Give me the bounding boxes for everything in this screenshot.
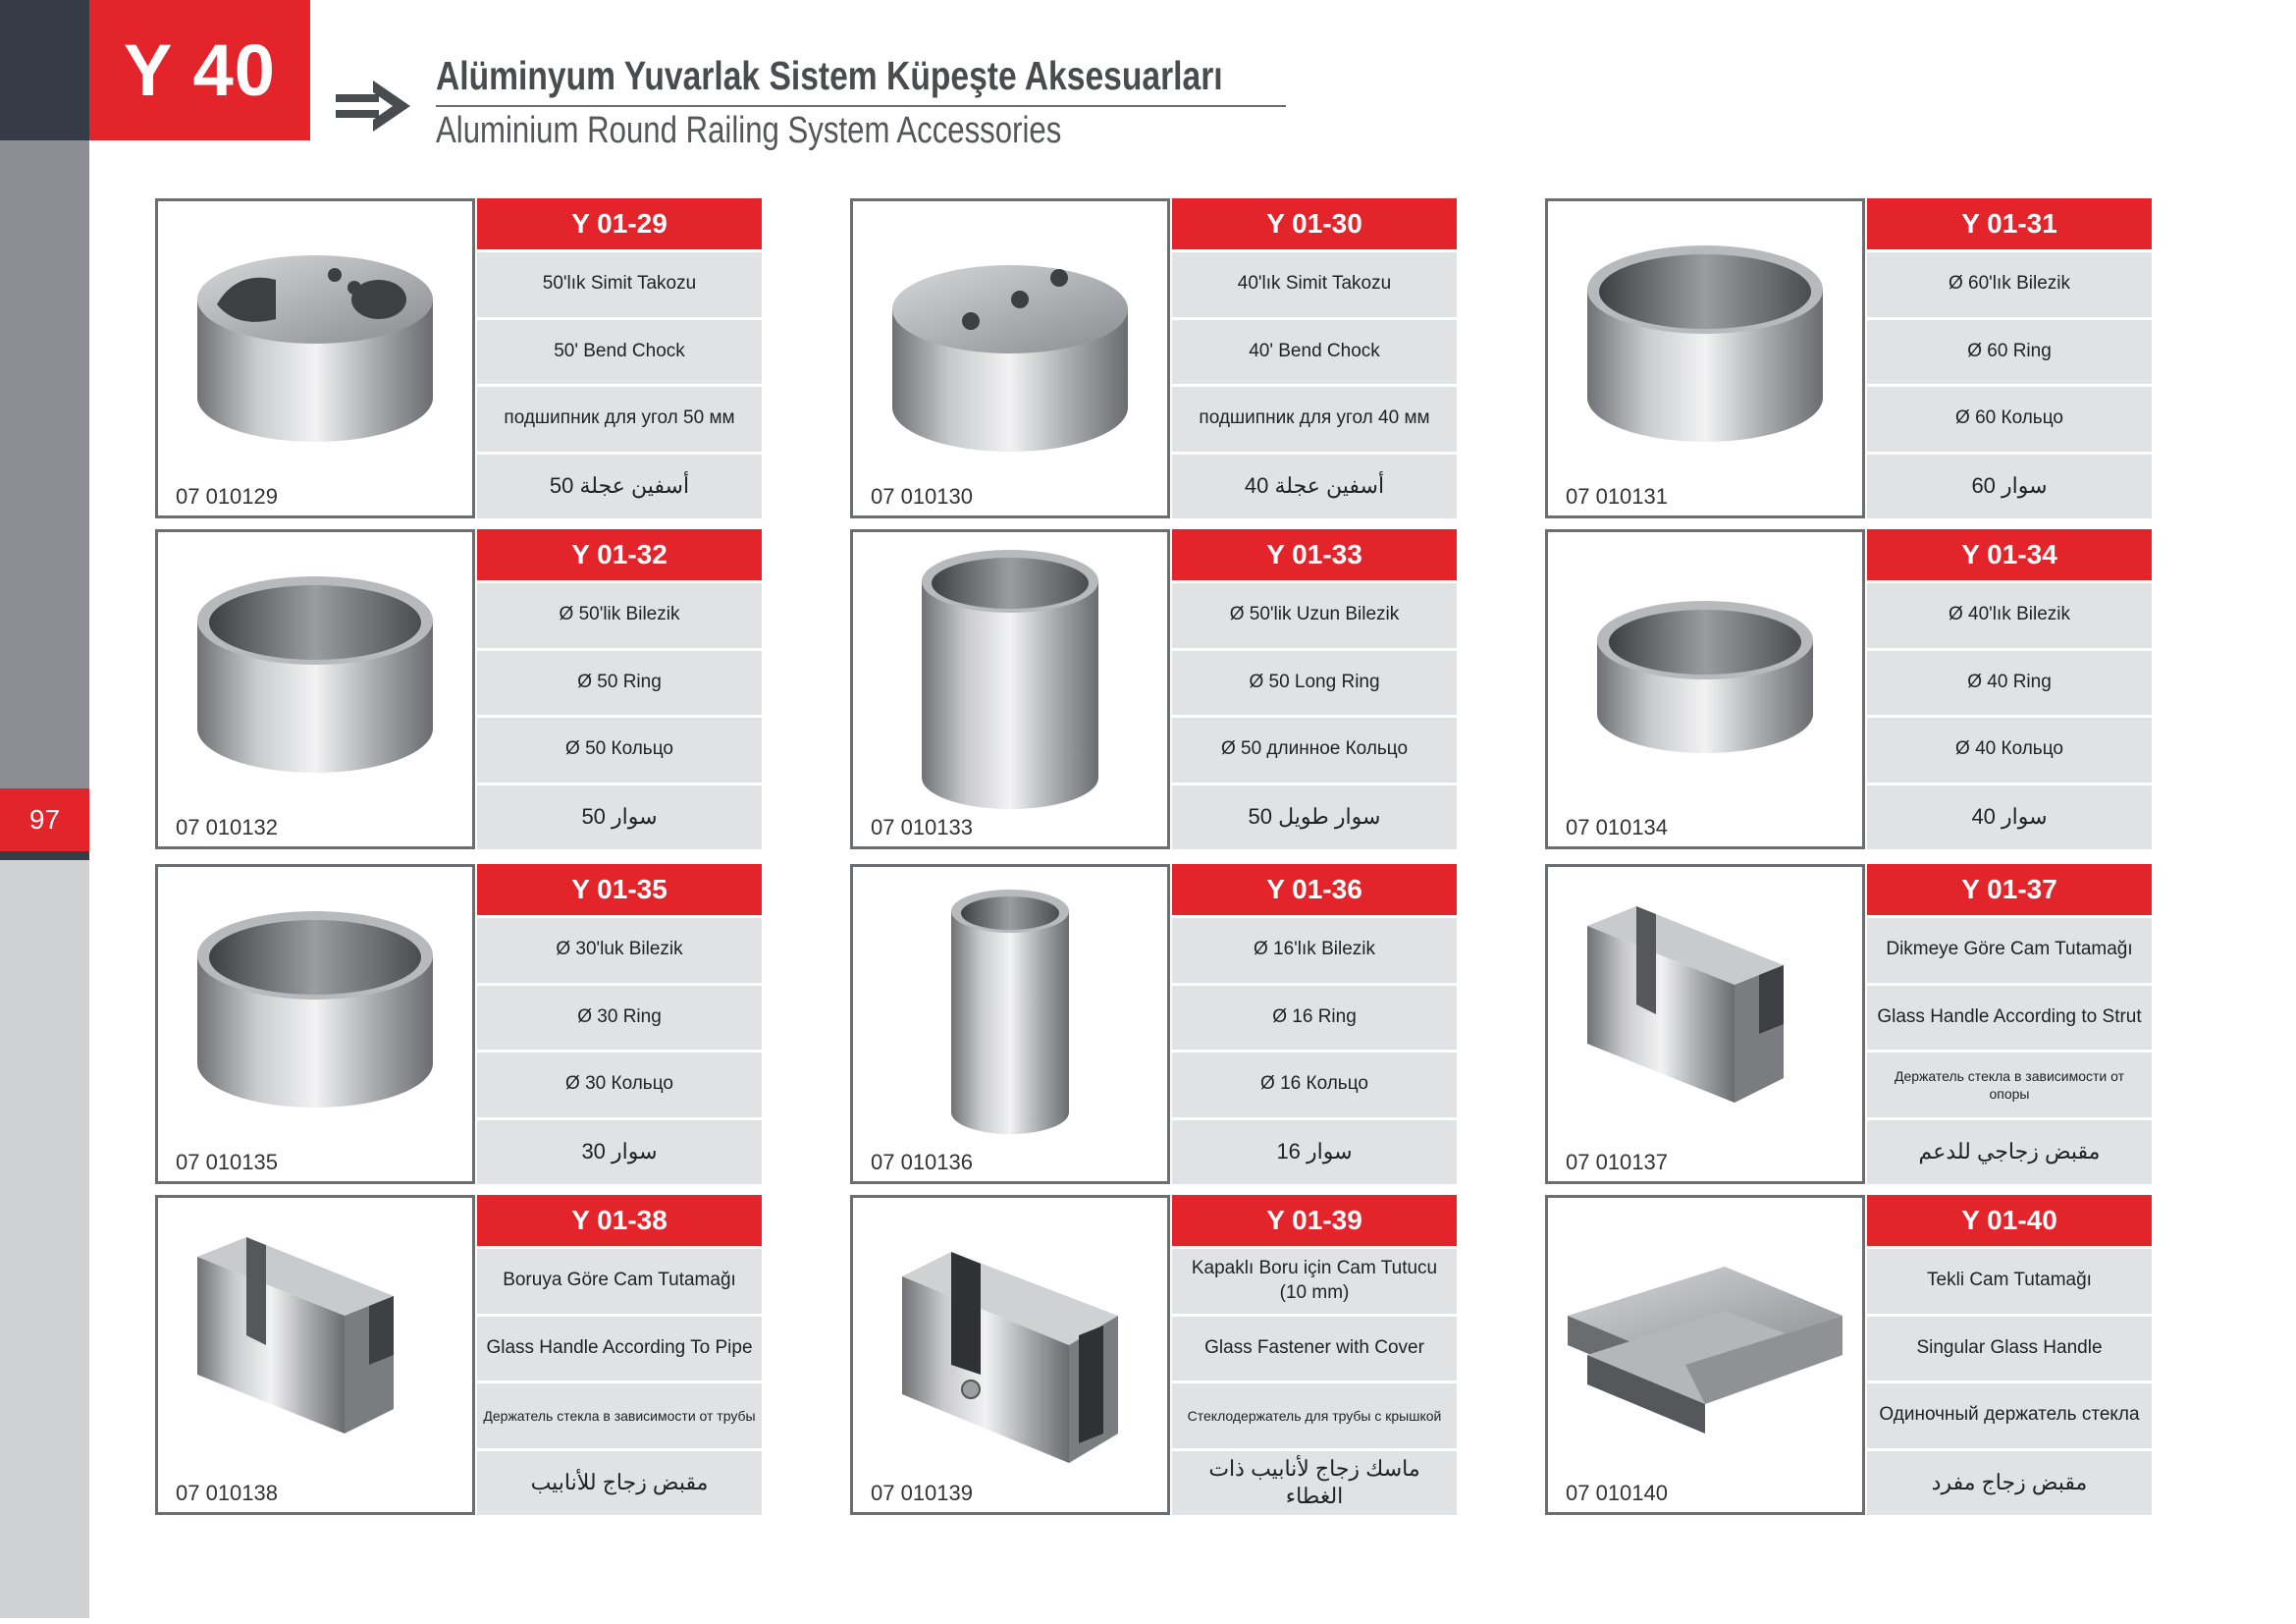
product-code: Y 01-36	[1172, 864, 1457, 915]
desc-arabic: سوار 60	[1867, 452, 2152, 519]
product-image-box	[155, 198, 475, 518]
product-photo-icon	[1548, 532, 1862, 846]
product-photo-icon	[1548, 1198, 1862, 1512]
product-photo-icon	[853, 1198, 1167, 1512]
product-image-box	[1545, 864, 1865, 1184]
product-image-box	[1545, 198, 1865, 518]
sidebar-middle	[0, 140, 89, 788]
page-title-en: Aluminium Round Railing System Accessories	[436, 110, 1062, 151]
product-code: Y 01-39	[1172, 1195, 1457, 1246]
product-code: Y 01-33	[1172, 529, 1457, 580]
desc-russian: Держатель стекла в зависимости от опоры	[1867, 1050, 2152, 1117]
product-photo-icon	[158, 1198, 472, 1512]
desc-english: Ø 30 Ring	[477, 983, 762, 1051]
desc-english: Singular Glass Handle	[1867, 1314, 2152, 1381]
arrow-right-icon	[334, 77, 412, 135]
product-number: 07 010130	[871, 484, 973, 509]
desc-arabic: سوار طويل 50	[1172, 783, 1457, 850]
product-image-box	[1545, 529, 1865, 849]
desc-english: Ø 60 Ring	[1867, 317, 2152, 385]
product-number: 07 010129	[176, 484, 278, 509]
product-info	[1172, 1195, 1457, 1515]
product-info	[1867, 529, 2152, 849]
desc-turkish: Boruya Göre Cam Tutamağı	[477, 1246, 762, 1314]
product-image-box	[850, 198, 1170, 518]
desc-turkish: 40'lık Simit Takozu	[1172, 249, 1457, 317]
product-image-box	[850, 529, 1170, 849]
desc-russian: Ø 30 Кольцо	[477, 1050, 762, 1117]
desc-russian: подшипник для угол 50 мм	[477, 384, 762, 452]
desc-english: Ø 16 Ring	[1172, 983, 1457, 1051]
product-info	[1172, 198, 1457, 518]
product-info	[1867, 198, 2152, 518]
desc-arabic: سوار 30	[477, 1117, 762, 1185]
product-image-box	[850, 1195, 1170, 1515]
product-number: 07 010131	[1566, 484, 1668, 509]
product-code: Y 01-31	[1867, 198, 2152, 249]
product-number: 07 010133	[871, 815, 973, 839]
desc-turkish: 50'lık Simit Takozu	[477, 249, 762, 317]
page-number: 97	[0, 788, 89, 860]
desc-russian: Держатель стекла в зависимости от трубы	[477, 1380, 762, 1448]
desc-arabic: مقبض زجاجي للدعم	[1867, 1117, 2152, 1185]
desc-arabic: سوار 40	[1867, 783, 2152, 850]
desc-russian: Ø 16 Кольцо	[1172, 1050, 1457, 1117]
product-code: Y 01-35	[477, 864, 762, 915]
desc-arabic: مقبض زجاج للأنابيب	[477, 1448, 762, 1516]
product-code: Y 01-37	[1867, 864, 2152, 915]
product-info	[477, 864, 762, 1184]
desc-turkish: Ø 50'lik Bilezik	[477, 580, 762, 648]
desc-english: Ø 40 Ring	[1867, 648, 2152, 716]
product-number: 07 010140	[1566, 1481, 1668, 1505]
page-title-tr: Alüminyum Yuvarlak Sistem Küpeşte Aksesuarları	[436, 53, 1223, 98]
product-number: 07 010138	[176, 1481, 278, 1505]
desc-english: Glass Fastener with Cover	[1172, 1314, 1457, 1381]
desc-russian: подшипник для угол 40 мм	[1172, 384, 1457, 452]
product-info	[1172, 864, 1457, 1184]
desc-turkish: Dikmeye Göre Cam Tutamağı	[1867, 915, 2152, 983]
product-info	[1867, 1195, 2152, 1515]
desc-turkish: Ø 50'lik Uzun Bilezik	[1172, 580, 1457, 648]
product-code: Y 01-40	[1867, 1195, 2152, 1246]
sidebar-top	[0, 0, 89, 140]
product-number: 07 010135	[176, 1150, 278, 1174]
product-code: Y 01-38	[477, 1195, 762, 1246]
desc-russian: Ø 60 Кольцо	[1867, 384, 2152, 452]
desc-turkish: Kapaklı Boru için Cam Tutucu (10 mm)	[1172, 1246, 1457, 1314]
desc-turkish: Ø 60'lık Bilezik	[1867, 249, 2152, 317]
product-number: 07 010139	[871, 1481, 973, 1505]
product-code: Y 01-30	[1172, 198, 1457, 249]
product-image-box	[155, 864, 475, 1184]
desc-turkish: Tekli Cam Tutamağı	[1867, 1246, 2152, 1314]
desc-arabic: أسفين عجلة 50	[477, 452, 762, 519]
product-image-box	[850, 864, 1170, 1184]
desc-arabic: سوار 16	[1172, 1117, 1457, 1185]
desc-english: 50' Bend Chock	[477, 317, 762, 385]
product-image-box	[1545, 1195, 1865, 1515]
product-photo-icon	[1548, 867, 1862, 1181]
desc-turkish: Ø 16'lık Bilezik	[1172, 915, 1457, 983]
desc-arabic: ماسك زجاج لأنابيب ذات الغطاء	[1172, 1448, 1457, 1516]
product-info	[477, 529, 762, 849]
title-divider	[436, 105, 1286, 107]
product-number: 07 010132	[176, 815, 278, 839]
product-code: Y 01-29	[477, 198, 762, 249]
product-info	[1867, 864, 2152, 1184]
desc-turkish: Ø 30'luk Bilezik	[477, 915, 762, 983]
product-photo-icon	[1548, 201, 1862, 515]
desc-english: Glass Handle According To Pipe	[477, 1314, 762, 1381]
desc-russian: Ø 50 Кольцо	[477, 715, 762, 783]
product-image-box	[155, 1195, 475, 1515]
desc-turkish: Ø 40'lık Bilezik	[1867, 580, 2152, 648]
product-photo-icon	[158, 532, 472, 846]
desc-arabic: أسفين عجلة 40	[1172, 452, 1457, 519]
sidebar-bottom	[0, 788, 89, 1618]
product-info	[477, 198, 762, 518]
product-photo-icon	[853, 201, 1167, 515]
desc-english: 40' Bend Chock	[1172, 317, 1457, 385]
desc-english: Ø 50 Ring	[477, 648, 762, 716]
product-photo-icon	[853, 867, 1167, 1181]
product-number: 07 010136	[871, 1150, 973, 1174]
product-code: Y 01-32	[477, 529, 762, 580]
desc-arabic: سوار 50	[477, 783, 762, 850]
product-photo-icon	[158, 867, 472, 1181]
product-info	[1172, 529, 1457, 849]
product-number: 07 010134	[1566, 815, 1668, 839]
product-image-box	[155, 529, 475, 849]
desc-english: Glass Handle According to Strut	[1867, 983, 2152, 1051]
section-code: Y 40	[89, 0, 310, 140]
desc-arabic: مقبض زجاج مفرد	[1867, 1448, 2152, 1516]
desc-english: Ø 50 Long Ring	[1172, 648, 1457, 716]
product-code: Y 01-34	[1867, 529, 2152, 580]
desc-russian: Ø 50 длинное Кольцо	[1172, 715, 1457, 783]
product-photo-icon	[158, 201, 472, 515]
desc-russian: Ø 40 Кольцо	[1867, 715, 2152, 783]
desc-russian: Одиночный держатель стекла	[1867, 1380, 2152, 1448]
product-info	[477, 1195, 762, 1515]
desc-russian: Стеклодержатель для трубы с крышкой	[1172, 1380, 1457, 1448]
product-photo-icon	[853, 532, 1167, 846]
product-number: 07 010137	[1566, 1150, 1668, 1174]
